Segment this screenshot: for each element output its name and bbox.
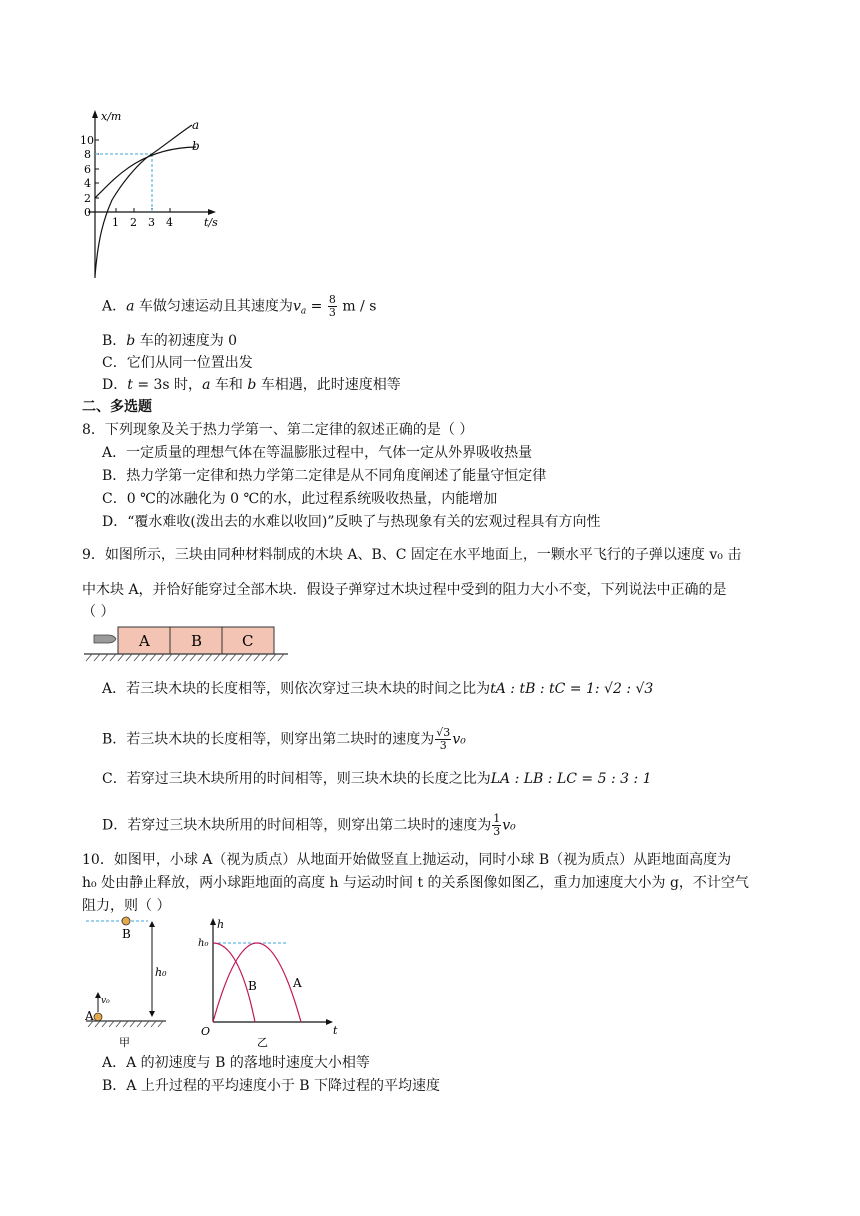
q10-option-b: B．A 上升过程的平均速度小于 B 下降过程的平均速度 [102,1078,441,1094]
curve-b [95,147,196,198]
y-tick-8: 8 [84,148,91,161]
block-a-label: A [139,632,150,650]
q7-option-b: B．b 车的初速度为 0 [102,333,238,349]
ball-b-label: B [122,927,131,941]
q10-option-a: A．A 的初速度与 B 的落地时速度大小相等 [102,1055,370,1071]
q8-option-c: C．0 ℃的冰融化为 0 ℃的水，此过程系统吸收热量，内能增加 [102,491,498,507]
y-tick-4: 4 [84,177,91,190]
y-tick-2: 2 [84,192,91,205]
bullet-icon [94,635,116,643]
y-tick-0: 0 [84,206,91,219]
q9-stem-line3: （ ） [82,604,115,620]
q10-figure-right [195,914,345,1050]
x-tick-1: 1 [112,216,119,229]
q7-option-a: A．a 车做匀速运动且其速度为$v_a$ = $\frac{8}{3}$ m / s [102,293,377,319]
y-tick-6: 6 [84,163,91,176]
y-axis-label: x/m [101,110,122,123]
origin-label: O [201,1025,211,1038]
q9-stem-line2: 中木块 A，并恰好能穿过全部木块．假设子弹穿过木块过程中受到的阻力大小不变，下列说法中正确的是 [82,582,727,598]
q9-stem-line1: 9．如图所示，三块由同种材料制成的木块 A、B、C 固定在水平地面上，一颗水平飞行的子弹以速度 v₀ 击 [82,547,742,563]
h0-label: h₀ [198,938,209,949]
q9-option-c: C．若穿过三块木块所用的时间相等，则三块木块的长度之比为LA : LB : LC = 5 : 3 : 1 [102,771,652,787]
t-axis-label: t [333,1024,338,1037]
q10-stem-line3: 阻力，则（ ） [82,898,171,914]
h0-label: h₀ [155,966,167,979]
q7-option-d: D．t = 3s 时，a 车和 b 车相遇，此时速度相等 [102,377,401,393]
caption-jia: 甲 [119,1036,130,1049]
curve-b-label: B [248,979,257,993]
curve-a-label: a [192,118,200,132]
x-axis-arrow [208,209,216,215]
caption-yi: 乙 [257,1036,268,1049]
curve-a-label: A [293,976,302,990]
q9-option-a: A．若三块木块的长度相等，则依次穿过三块木块的时间之比为tA : tB : tC = 1: √2 : √3 [102,681,654,697]
q9-option-d: D．若穿过三块木块所用的时间相等，则穿出第二块时的速度为 $\frac{1}{3}$ v₀ [102,812,516,838]
x-axis-label: t/s [204,216,218,229]
h-axis-label: h [217,918,225,931]
ball-a [94,1013,102,1021]
q8-option-b: B．热力学第一定律和热力学第二定律是从不同角度阐述了能量守恒定律 [102,468,547,484]
y-axis-arrow [92,110,98,118]
y-tick-10: 10 [80,134,94,147]
block-b-label: B [191,632,203,650]
curve-a [95,125,192,276]
q10-stem-line1: 10．如图甲，小球 A（视为质点）从地面开始做竖直上抛运动，同时小球 B（视为质点）从距地面高度为 [82,852,732,868]
fraction-8-3: $\frac{8}{3}$ [328,293,336,319]
fraction-sqrt3-3: $\frac{√3}{3}$ [436,726,451,752]
ground-hatching [88,1021,163,1027]
x-tick-4: 4 [166,216,173,229]
curve-a [213,943,301,1022]
ground-hatching [86,654,284,661]
q9-option-b: B．若三块木块的长度相等，则穿出第二块时的速度为 $\frac{√3}{3}$ v₀ [102,726,466,752]
q8-option-a: A．一定质量的理想气体在等温膨胀过程中，气体一定从外界吸收热量 [102,445,533,461]
section-title: 二、多选题 [82,399,152,415]
block-c-label: C [242,632,254,650]
x-tick-2: 2 [130,216,137,229]
q10-stem-line2: h₀ 处由静止释放，两小球距地面的高度 h 与运动时间 t 的关系图像如图乙，重力加速度大小为 g，不计空气 [82,875,749,891]
fraction-1-3: $\frac{1}{3}$ [493,812,501,838]
v0-label: v₀ [101,996,110,1006]
curve-b-label: b [192,139,200,153]
q9-blocks-figure [82,623,292,663]
ball-a-label: A [85,1009,94,1023]
q8-stem: 8．下列现象及关于热力学第一、第二定律的叙述正确的是（ ） [82,422,474,438]
q7-xt-graph [80,108,230,283]
ball-b [122,917,130,925]
x-tick-3: 3 [148,216,155,229]
q10-figure-left [82,914,177,1050]
q7-option-c: C．它们从同一位置出发 [102,355,253,371]
q8-option-d: D．“覆水难收(泼出去的水难以收回)”反映了与热现象有关的宏观过程具有方向性 [102,514,601,530]
